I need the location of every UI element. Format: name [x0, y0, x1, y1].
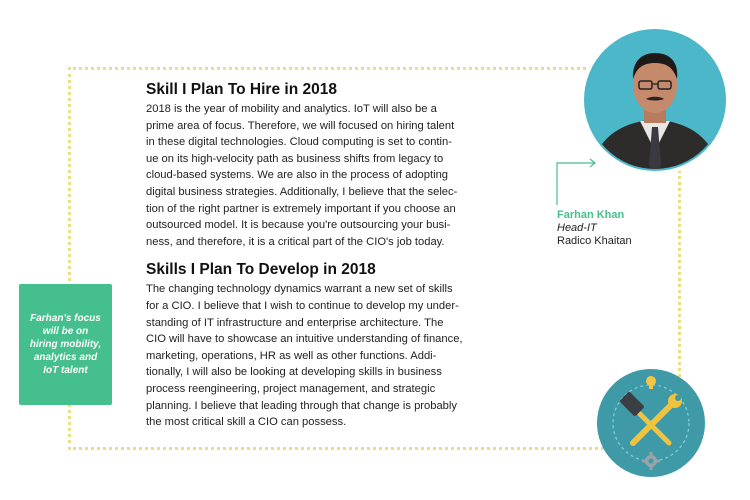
person-name: Farhan Khan [557, 209, 625, 221]
person-company: Radico Khaitan [557, 235, 632, 247]
section-text: 2018 is the year of mobility and analytics. IoT will also be a prime area of focus. Therefore, we will focused on hiring talent in these digital technologies. Cloud computing is set to contin- ue on its high-velocity path as business shifts from legacy to cloud-based systems. We are also in the process of adopting digital business strategies. Additionally, I believe that the selec- tion of the right partner is extremely important if you choose an outsourced model. It is because you're outsourcing your busi- ness, and therefore, it is a critical part of the CIO's job today. [146, 103, 458, 248]
person-caption [557, 209, 632, 248]
section-hire [146, 80, 482, 250]
section-text: The changing technology dynamics warrant a new set of skills for a CIO. I believe that I wish to continue to develop my under- standing of IT infrastructure and enterprise architecture. The CIO will have to showcase an intuitive understanding of finance, marketing, operations, HR as well as other functions. Addi- tionally, I will also be looking at developing skills in business process reengineering, project management, and strategic planning. I believe that leading through that change is probably the most critical skill a CIO can possess. [146, 283, 463, 429]
portrait-photo [580, 25, 730, 175]
person-role: Head-IT [557, 222, 597, 234]
section-heading: Skills I Plan To Develop in 2018 [146, 261, 376, 279]
tools-icon [595, 367, 707, 479]
arrow-icon [555, 155, 601, 207]
callout-box: Farhan's focus will be on hiring mobility, analytics and IoT talent [19, 284, 112, 405]
article-body [146, 80, 482, 431]
section-heading: Skill I Plan To Hire in 2018 [146, 81, 337, 98]
section-develop [146, 260, 482, 430]
